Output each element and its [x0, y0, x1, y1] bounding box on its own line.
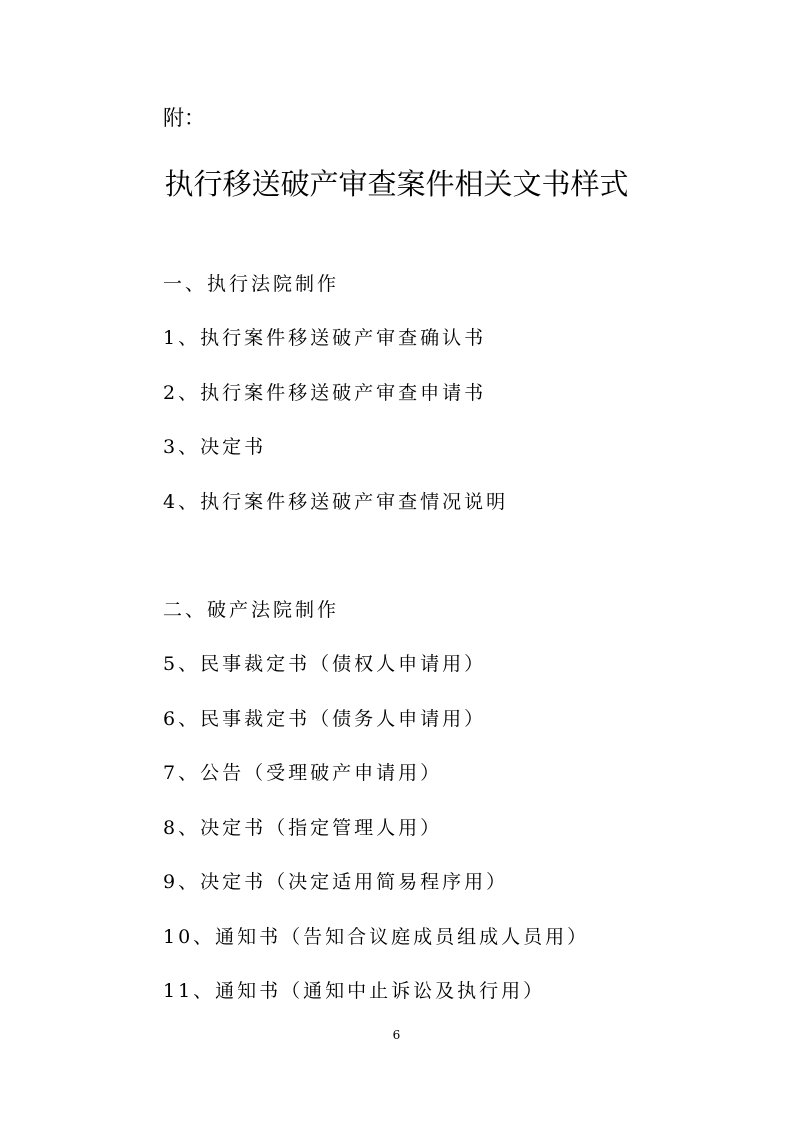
list-item: 6、民事裁定书（债务人申请用）	[163, 708, 487, 730]
list-item: 7、公告（受理破产申请用）	[163, 762, 443, 784]
list-item: 5、民事裁定书（债权人申请用）	[163, 653, 487, 675]
attachment-label: 附：	[163, 106, 205, 130]
list-item: 10、通知书（告知合议庭成员组成人员用）	[163, 926, 590, 948]
document-title: 执行移送破产审查案件相关文书样式	[164, 167, 629, 201]
list-item: 8、决定书（指定管理人用）	[163, 817, 443, 839]
list-item: 9、决定书（决定适用简易程序用）	[163, 871, 509, 893]
section-heading-execution-court: 一、执行法院制作	[163, 273, 340, 295]
list-item: 1、执行案件移送破产审查确认书	[163, 327, 487, 349]
list-item: 4、执行案件移送破产审查情况说明	[163, 491, 509, 513]
list-item: 11、通知书（通知中止诉讼及执行用）	[163, 980, 546, 1002]
page-number: 6	[392, 1028, 401, 1042]
section-heading-bankruptcy-court: 二、破产法院制作	[163, 599, 340, 621]
list-item: 3、决定书	[163, 436, 267, 458]
list-item: 2、执行案件移送破产审查申请书	[163, 382, 487, 404]
